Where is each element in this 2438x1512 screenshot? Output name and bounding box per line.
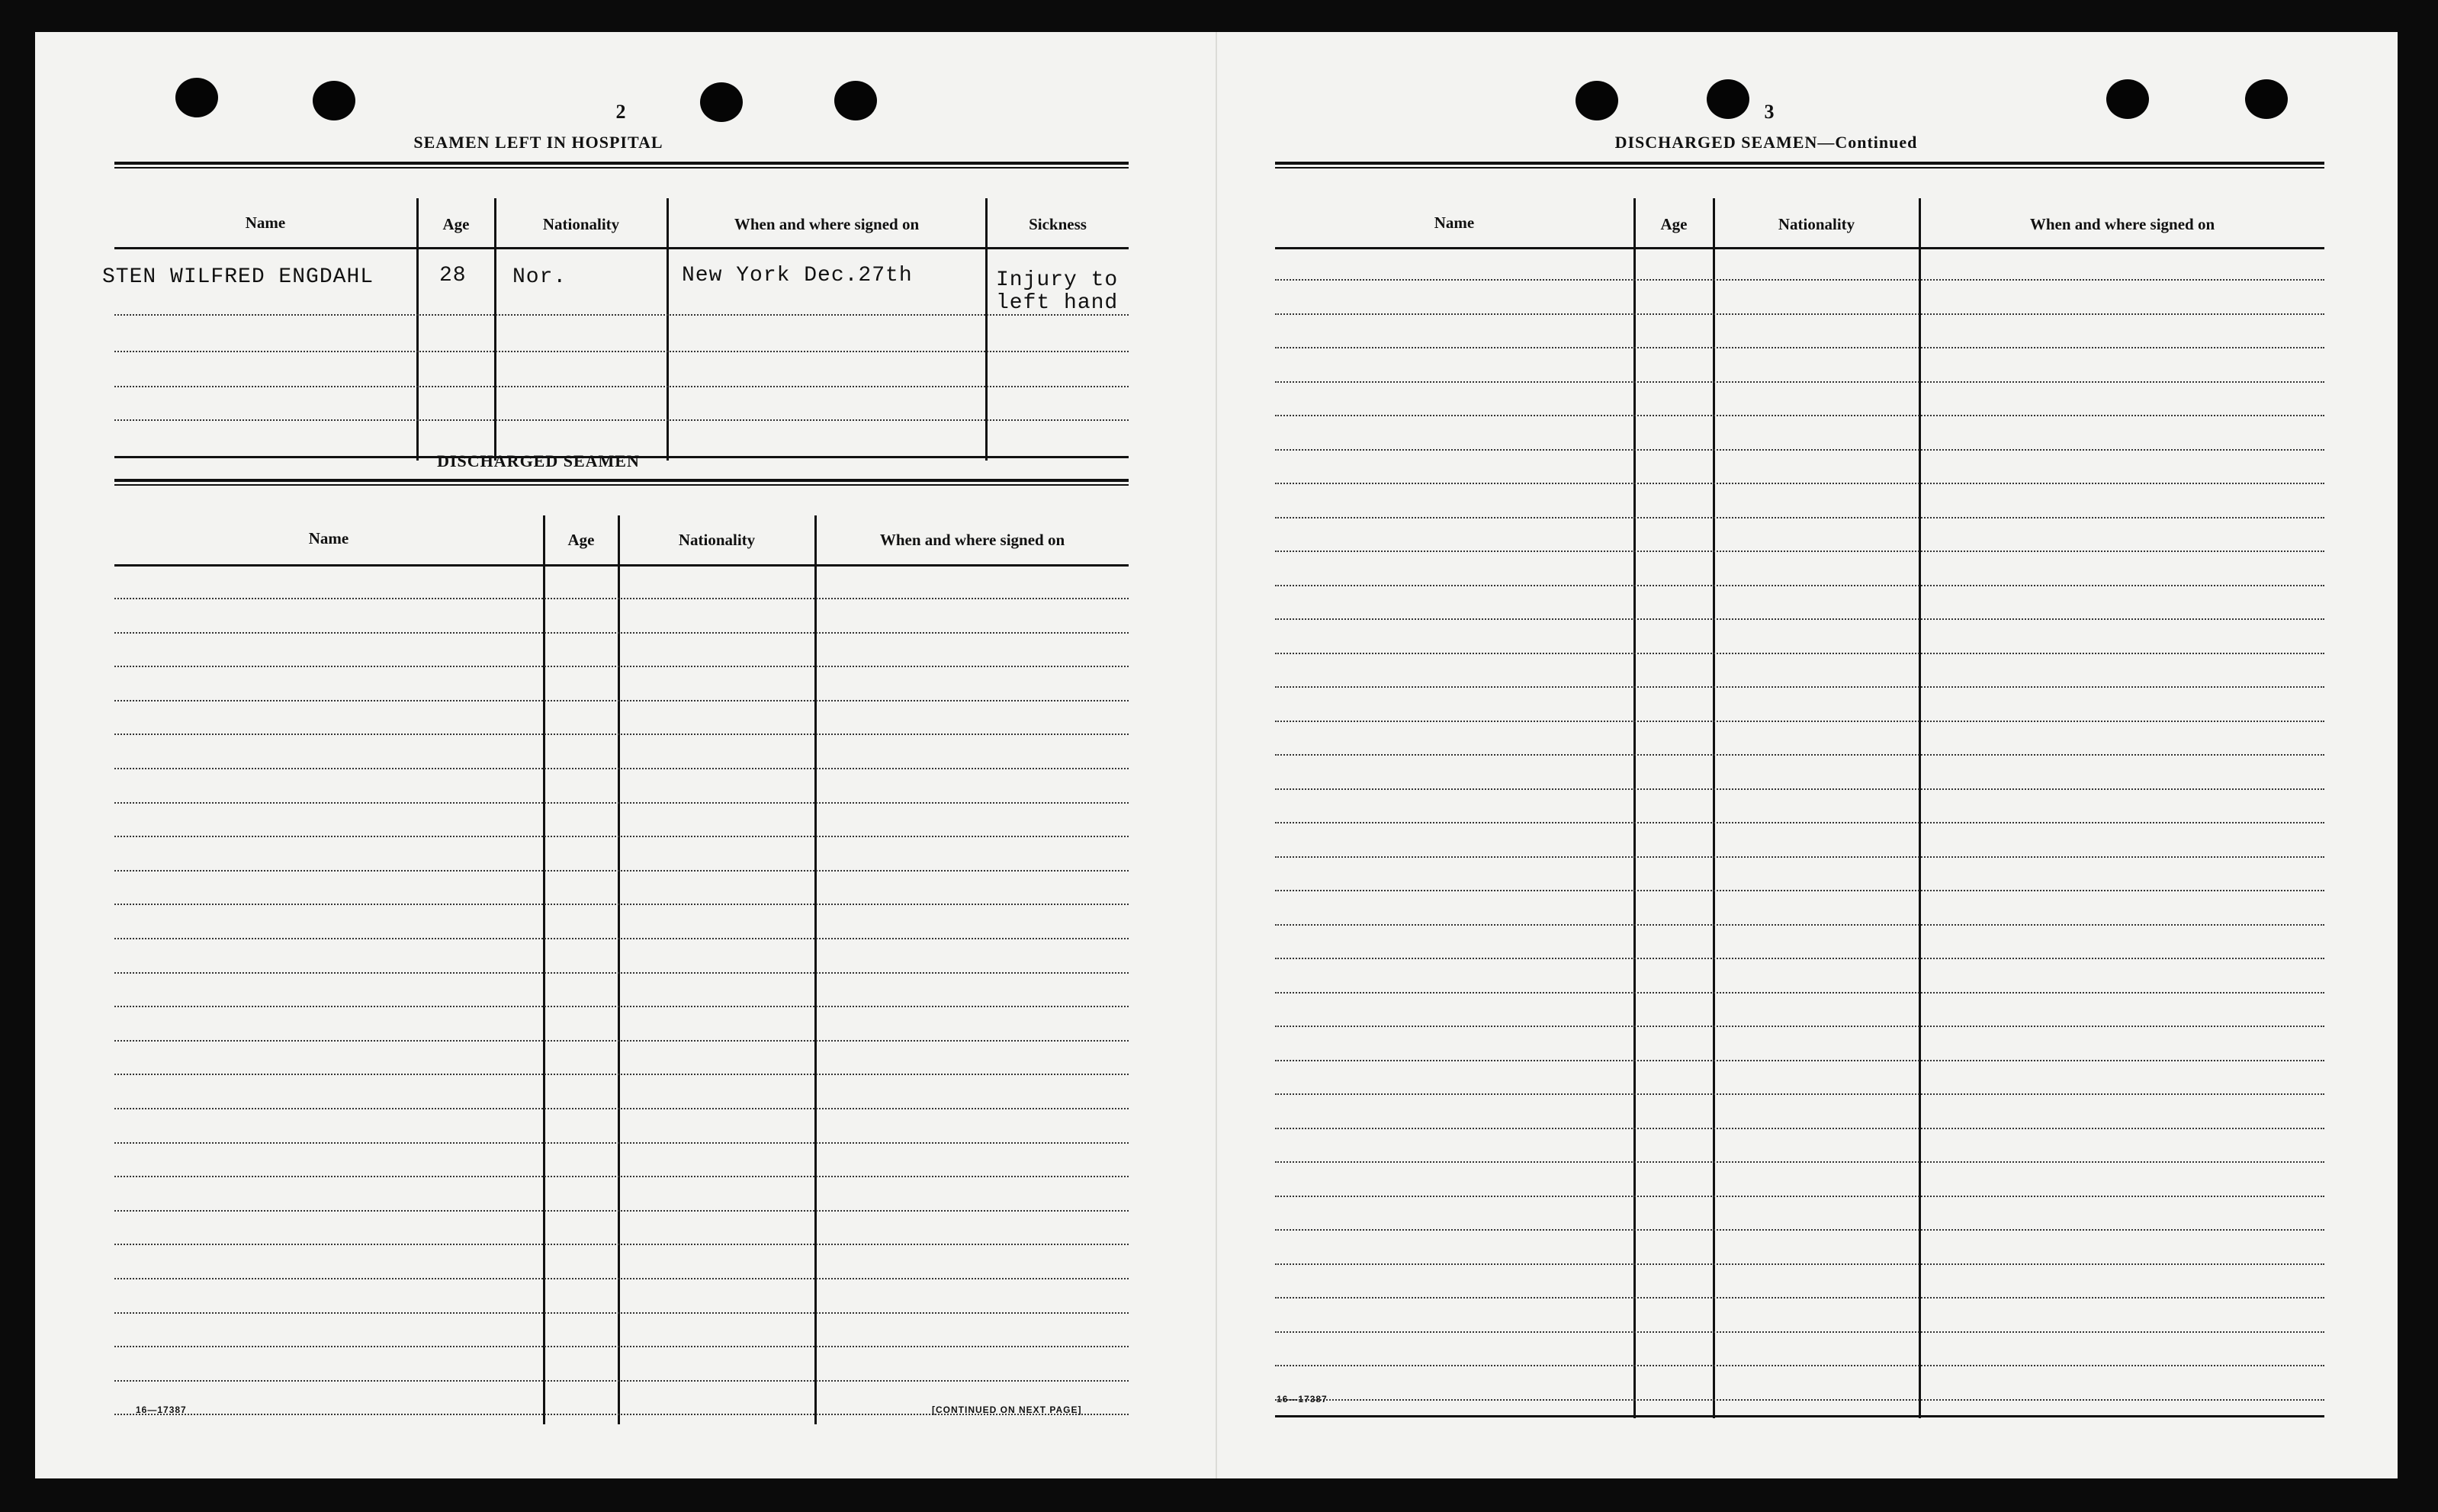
- row-rule: [114, 1176, 1129, 1177]
- row-rule: [1275, 754, 2324, 756]
- row-rule: [114, 768, 1129, 769]
- table-bottom-rule: [1275, 1415, 2324, 1417]
- row-rule: [114, 1006, 1129, 1007]
- row-rule: [1275, 449, 2324, 451]
- header-rule: [1275, 247, 2324, 249]
- left-page: [35, 32, 1216, 1478]
- right-page: [1217, 32, 2398, 1478]
- col-header-nationality: Nationality: [542, 215, 620, 233]
- page-number: 2: [615, 101, 626, 123]
- row-rule: [1275, 1365, 2324, 1366]
- row-rule: [1275, 1026, 2324, 1027]
- row-rule: [1275, 822, 2324, 823]
- row-rule: [114, 938, 1129, 939]
- col-header-signed-on: When and where signed on: [2029, 215, 2215, 233]
- hospital-section-title: SEAMEN LEFT IN HOSPITAL: [413, 133, 663, 152]
- entry-name: STEN WILFRED ENGDAHL: [102, 265, 374, 289]
- entry-sickness-line1: Injury to: [996, 268, 1119, 292]
- row-rule: [1275, 1229, 2324, 1231]
- row-rule: [114, 314, 1129, 316]
- row-rule: [114, 1312, 1129, 1314]
- row-rule: [114, 351, 1129, 352]
- row-rule: [1275, 1263, 2324, 1265]
- discharged-section-title: DISCHARGED SEAMEN: [437, 451, 640, 470]
- entry-age: 28: [439, 264, 467, 287]
- row-rule: [114, 666, 1129, 667]
- row-rule: [114, 734, 1129, 735]
- table-top-rule: [114, 479, 1129, 486]
- row-rule: [1275, 517, 2324, 518]
- col-header-age: Age: [567, 531, 595, 549]
- row-rule: [1275, 585, 2324, 586]
- row-rule: [1275, 1093, 2324, 1095]
- row-rule: [1275, 686, 2324, 688]
- col-header-name: Name: [1434, 213, 1475, 232]
- hospital-table: [114, 162, 1129, 461]
- column-divider: [416, 198, 419, 461]
- table-top-rule: [114, 162, 1129, 169]
- row-rule: [114, 1108, 1129, 1109]
- row-rule: [114, 1346, 1129, 1347]
- row-rule: [114, 598, 1129, 599]
- row-rule: [1275, 551, 2324, 552]
- col-header-signed-on: When and where signed on: [734, 215, 920, 233]
- discharged-continued-title: DISCHARGED SEAMEN—Continued: [1614, 133, 1918, 152]
- column-divider: [814, 515, 817, 1424]
- entry-nationality: Nor.: [512, 265, 567, 289]
- row-rule: [114, 1142, 1129, 1144]
- row-rule: [1275, 347, 2324, 348]
- table-top-rule: [1275, 162, 2324, 169]
- discharged-table: [114, 479, 1129, 1424]
- row-rule: [1275, 653, 2324, 654]
- col-header-sickness: Sickness: [1029, 215, 1087, 233]
- row-rule: [1275, 1060, 2324, 1061]
- column-divider: [667, 198, 669, 461]
- header-rule: [114, 247, 1129, 249]
- row-rule: [1275, 958, 2324, 959]
- row-rule: [114, 972, 1129, 974]
- row-rule: [1275, 856, 2324, 858]
- col-header-signed-on: When and where signed on: [879, 531, 1065, 549]
- continued-note: [CONTINUED ON NEXT PAGE]: [932, 1404, 1082, 1415]
- row-rule: [1275, 618, 2324, 620]
- row-rule: [1275, 1161, 2324, 1163]
- row-rule: [114, 802, 1129, 804]
- row-rule: [114, 1074, 1129, 1075]
- row-rule: [114, 1278, 1129, 1279]
- row-rule: [114, 632, 1129, 634]
- row-rule: [1275, 483, 2324, 484]
- discharged-continued-table: [1275, 162, 2324, 1427]
- row-rule: [114, 386, 1129, 387]
- form-sheet: [35, 32, 2398, 1478]
- row-rule: [1275, 381, 2324, 383]
- col-header-nationality: Nationality: [678, 531, 756, 549]
- row-rule: [1275, 1331, 2324, 1333]
- row-rule: [1275, 721, 2324, 722]
- row-rule: [1275, 788, 2324, 790]
- form-number: 16—17387: [1277, 1394, 1328, 1404]
- row-rule: [1275, 415, 2324, 416]
- column-divider: [618, 515, 620, 1424]
- col-header-age: Age: [442, 215, 470, 233]
- col-header-name: Name: [308, 529, 349, 547]
- row-rule: [1275, 1196, 2324, 1197]
- row-rule: [1275, 1128, 2324, 1129]
- column-divider: [985, 198, 988, 461]
- row-rule: [1275, 313, 2324, 315]
- col-header-age: Age: [1660, 215, 1688, 233]
- row-rule: [1275, 890, 2324, 891]
- row-rule: [114, 1210, 1129, 1212]
- row-rule: [1275, 279, 2324, 281]
- row-rule: [1275, 1399, 2324, 1401]
- row-rule: [114, 419, 1129, 421]
- row-rule: [114, 1380, 1129, 1382]
- col-header-nationality: Nationality: [1778, 215, 1855, 233]
- entry-signed-on: New York Dec.27th: [682, 264, 913, 287]
- row-rule: [114, 870, 1129, 872]
- page-number: 3: [1764, 101, 1775, 123]
- row-rule: [1275, 924, 2324, 926]
- col-header-name: Name: [245, 213, 286, 232]
- row-rule: [1275, 1297, 2324, 1299]
- row-rule: [114, 1244, 1129, 1245]
- row-rule: [114, 1040, 1129, 1042]
- entry-sickness-line2: left hand: [996, 291, 1119, 315]
- row-rule: [114, 836, 1129, 837]
- form-number: 16—17387: [136, 1404, 187, 1415]
- row-rule: [114, 904, 1129, 905]
- row-rule: [1275, 992, 2324, 994]
- column-divider: [494, 198, 496, 461]
- row-rule: [114, 700, 1129, 701]
- header-rule: [114, 564, 1129, 567]
- column-divider: [543, 515, 545, 1424]
